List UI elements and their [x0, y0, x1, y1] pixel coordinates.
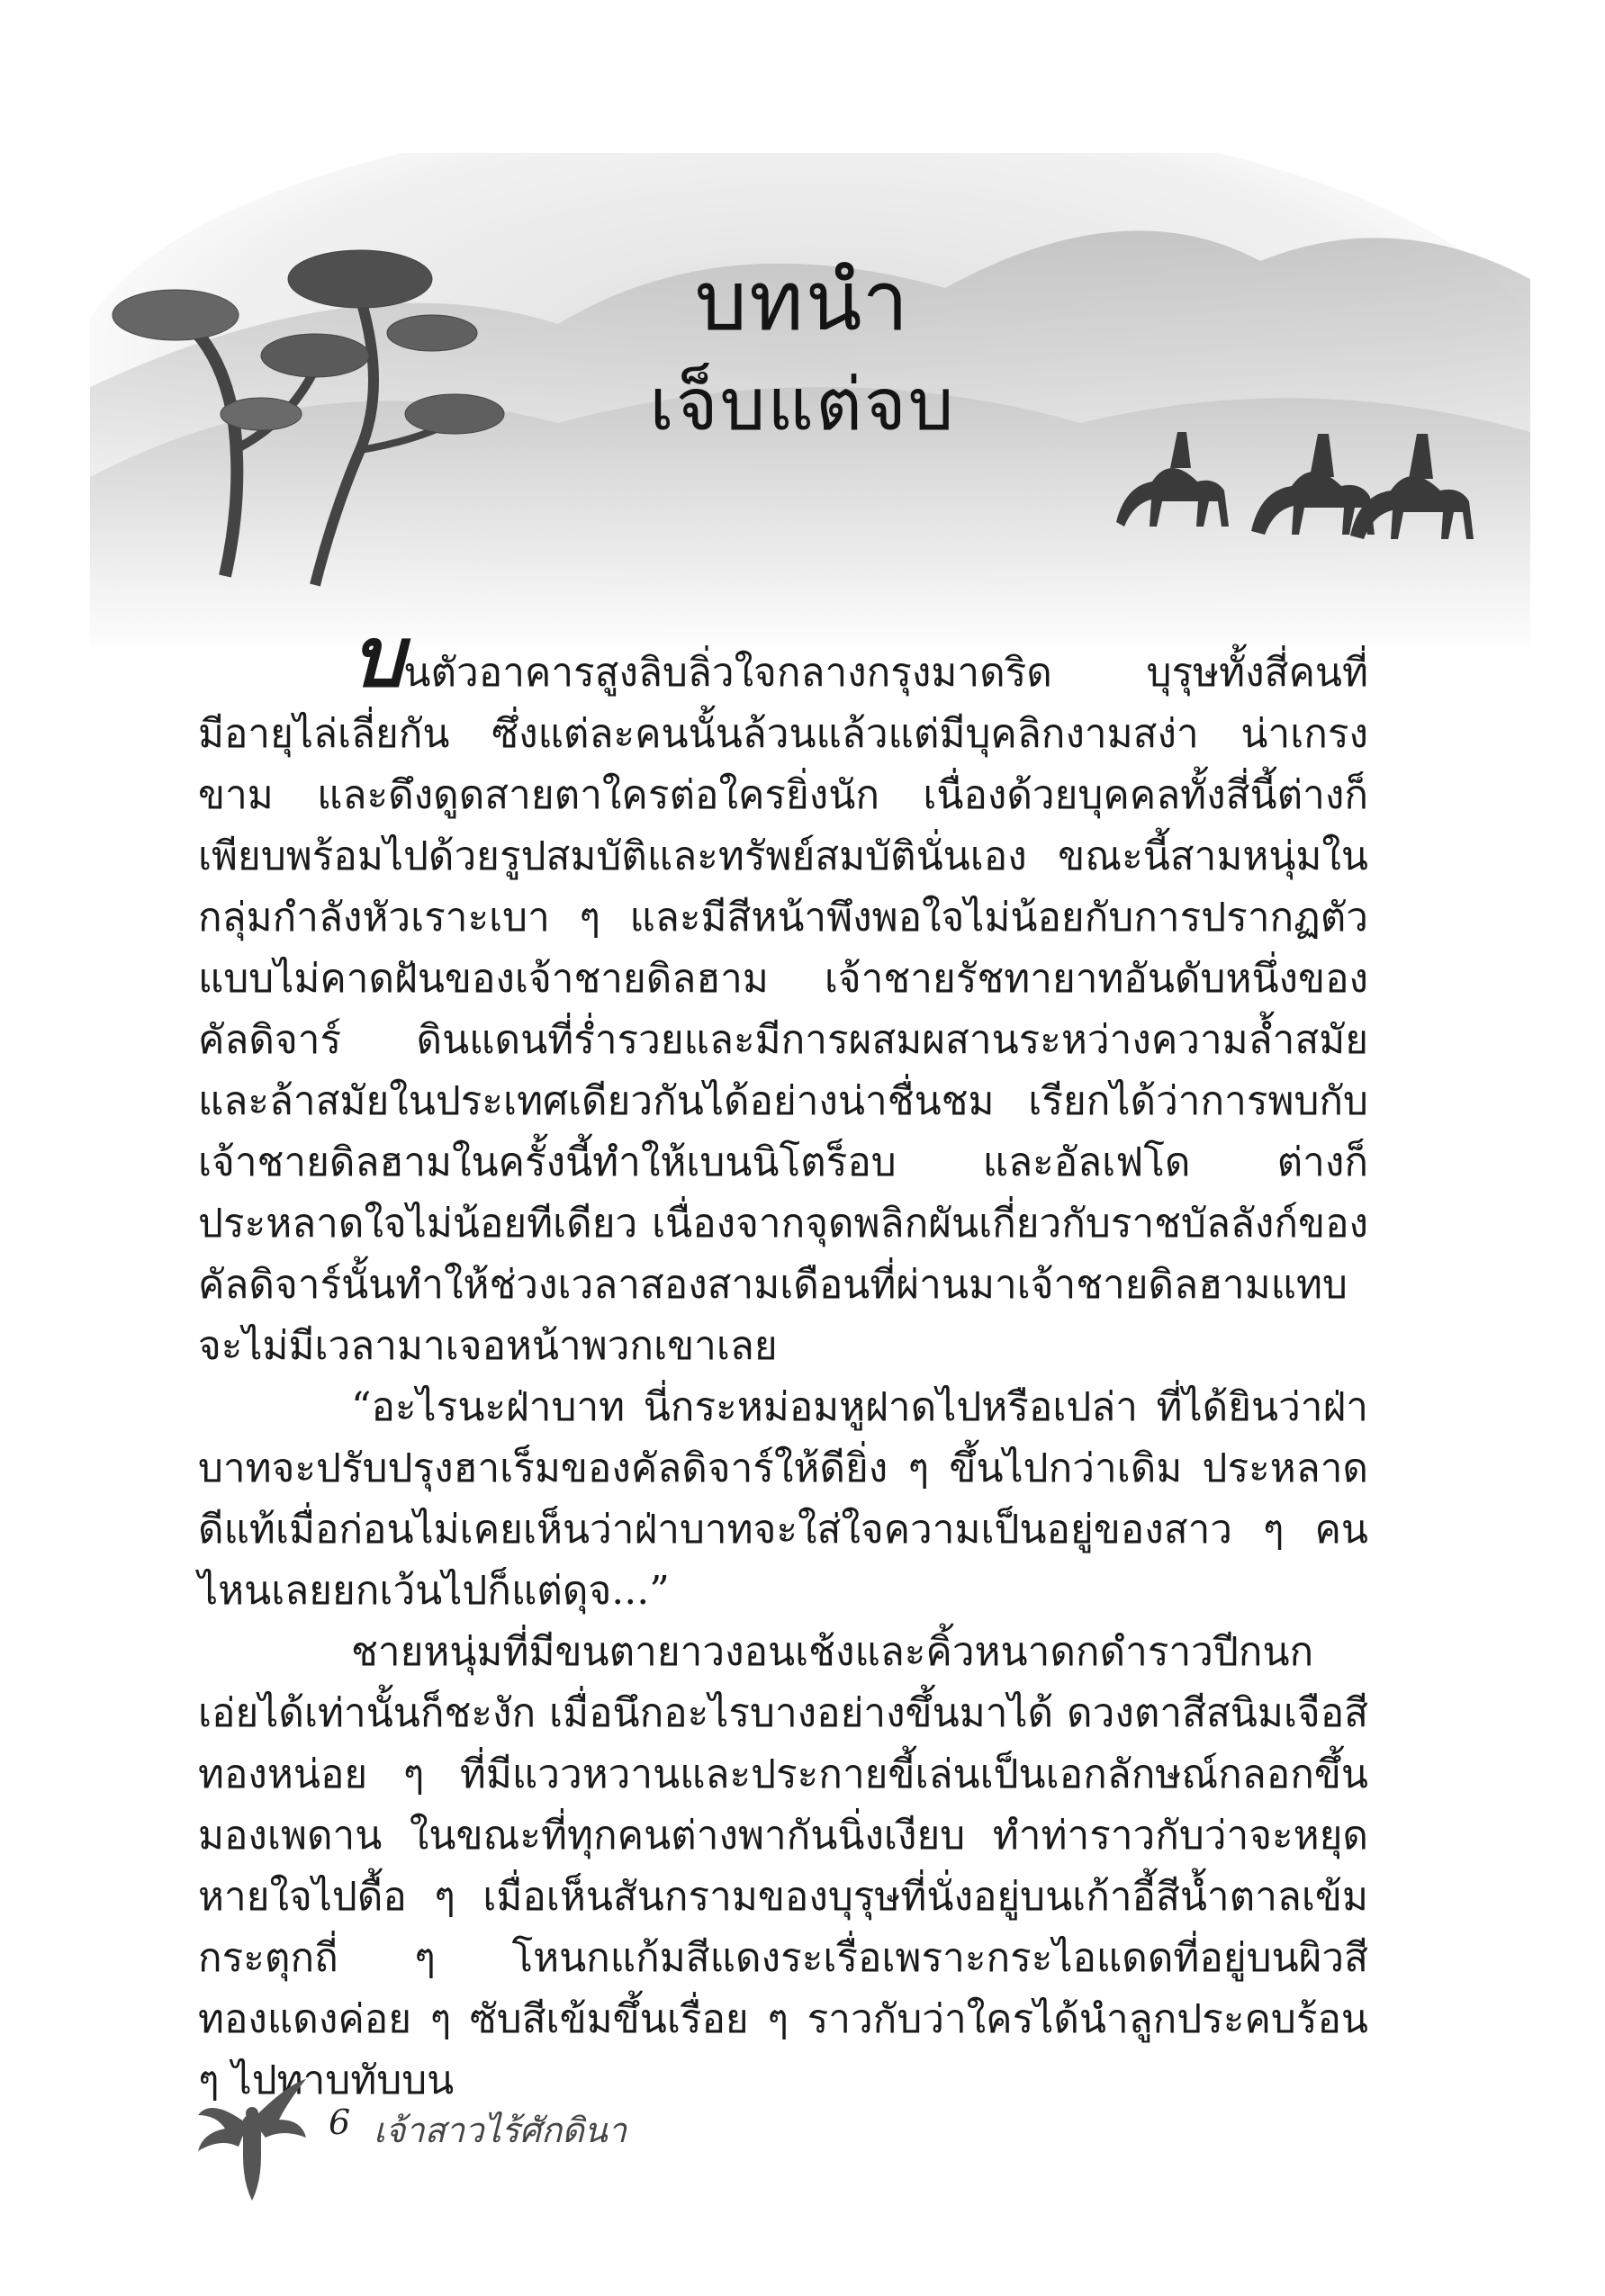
chapter-body	[198, 608, 1368, 2111]
paragraph-3: ชายหนุ่มที่มีขนตายาวงอนเช้งและคิ้วหนาดกดำราวปีกนกเอ่ยได้เท่านั้นก็ชะงัก เมื่อนึกอะไรบางอย่างขึ้นมาได้ ดวงตาสีสนิมเจือสีทองหน่อย ๆ ที่มีแววหวานและประกายขี้เล่นเป็นเอกลักษณ์กลอกขึ้นมองเพดาน ในขณะที่ทุกคนต่างพากันนิ่งเงียบ ทำท่าราวกับว่าจะหยุดหายใจไปดื้อ ๆ เมื่อเห็นสันกรามของบุรุษที่นั่งอยู่บนเก้าอี้สีน้ำตาลเข้มกระตุกถี่ ๆ โหนกแก้มสีแดงระเรื่อเพราะกระไอแดดที่อยู่บนผิวสีทองแดงค่อย ๆ ซับสีเข้มขึ้นเรื่อย ๆ ราวกับว่าใครได้นำลูกประคบร้อน ๆ ไปทาบทับบน	[198, 1629, 1368, 2103]
paragraph-1	[198, 608, 1368, 1377]
chapter-title: บทนำ	[694, 253, 911, 349]
drop-cap: บ	[351, 608, 404, 706]
chapter-heading	[0, 252, 1605, 450]
book-title: เจ้าสาวไร้ศักดินา	[374, 2111, 627, 2150]
paragraph-text: นตัวอาคารสูงลิบลิ่วใจกลางกรุงมาดริด บุรุษทั้งสี่คนที่มีอายุไล่เลี่ยกัน ซึ่งแต่ละคนนั้นล้วนแล้วแต่มีบุคลิกงามสง่า น่าเกรงขาม และดึงดูดสายตาใครต่อใครยิ่งนัก เนื่องด้วยบุคคลทั้งสี่นี้ต่างก็เพียบพร้อมไปด้วยรูปสมบัติและทรัพย์สมบัตินั่นเอง ขณะนี้สามหนุ่มในกลุ่มกำลังหัวเราะเบา ๆ และมีสีหน้าพึงพอใจไม่น้อยกับการปรากฏตัวแบบไม่คาดฝันของเจ้าชายดิลฮาม เจ้าชายรัชทายาทอันดับหนึ่งของคัลดิจาร์ ดินแดนที่ร่ำรวยและมีการผสมผสานระหว่างความล้ำสมัยและล้าสมัยในประเทศเดียวกันได้อย่างน่าชื่นชม เรียกได้ว่าการพบกับเจ้าชายดิลฮามในครั้งนี้ทำให้เบนนิโตร็อบ และอัลเฟโด ต่างก็ประหลาดใจไม่น้อยทีเดียว เนื่องจากจุดพลิกผันเกี่ยวกับราชบัลลังก์ของคัลดิจาร์นั้นทำให้ช่วงเวลาสองสามเดือนที่ผ่านมาเจ้าชายดิลฮามแทบจะไม่มีเวลามาเจอหน้าพวกเขาเลย	[198, 650, 1368, 1369]
eagle-icon	[194, 2070, 311, 2205]
chapter-subtitle: เจ็บแต่จบ	[649, 363, 956, 446]
page-number: 6	[329, 2102, 351, 2142]
page-footer	[194, 2070, 1004, 2205]
paragraph-2: “อะไรนะฝ่าบาท นี่กระหม่อมหูฝาดไปหรือเปล่า ที่ได้ยินว่าฝ่าบาทจะปรับปรุงฮาเร็มของคัลดิจาร์ให้ดียิ่ง ๆ ขึ้นไปกว่าเดิม ประหลาดดีแท้เมื่อก่อนไม่เคยเห็นว่าฝ่าบาทจะใส่ใจความเป็นอยู่ของสาว ๆ คนไหนเลยยกเว้นไปก็แต่ดุจ...”	[198, 1384, 1368, 1614]
